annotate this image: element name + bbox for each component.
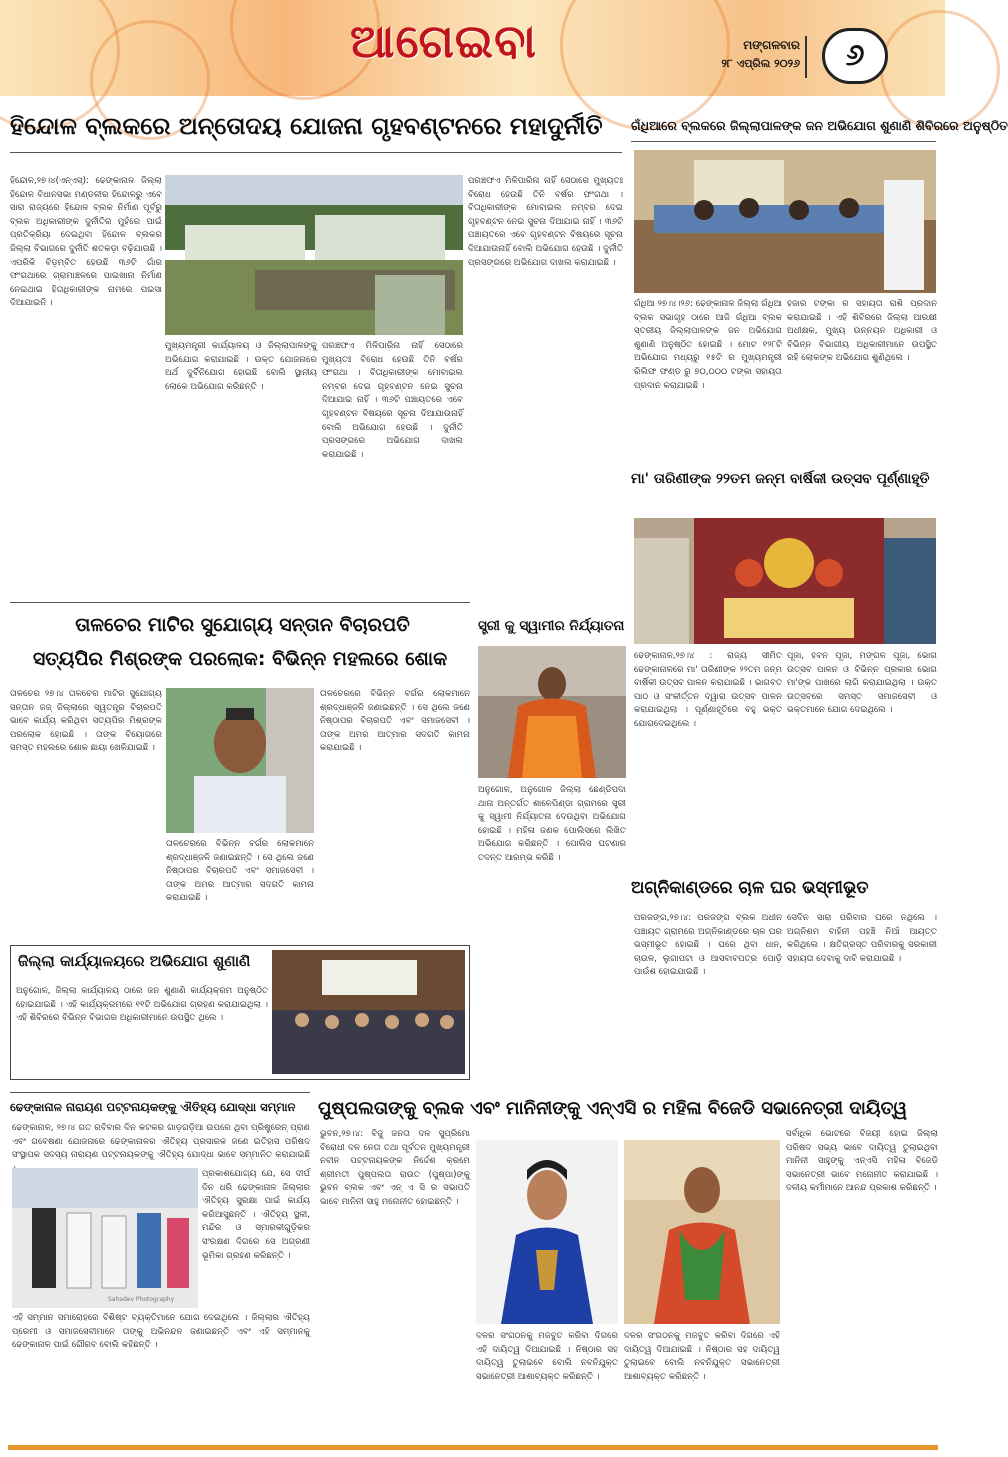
story8-headline: ଢେଙ୍କାନାଳ ନାରାୟଣ ପଟ୍ଟନାୟକଙ୍କୁ ଐତିହ୍ୟ ଯୋଦ୍ଧା ସମ୍ମାନ [10, 1100, 296, 1114]
story7-headline: ଜିଲ୍ଲା କାର୍ଯ୍ୟାଳୟରେ ଅଭିଯୋଗ ଶୁଣାଣି [18, 952, 251, 970]
story1-photo-building [165, 175, 463, 335]
story9-column-1: ଭୁବନ,୨୭।୪: ବିଜୁ ଜନତା ଦଳ ସୁପ୍ରିମୋ ବିରୋଧୀ ଦଳ ନେତା ତଥା ପୂର୍ବତନ ମୁଖ୍ୟମନ୍ତ୍ରୀ ନବୀନ ପଟ୍ଟନାୟକଙ୍କ ନିର୍ଦ୍ଦେଶ କ୍ରମେ ଶ୍ରୀମତୀ ପୁଷ୍ପଲତା ରାଉତ (ପୁଷ୍ପା)ଙ୍କୁ ଭୁବନ ବ୍ଲକ ଏବଂ ଏନ୍ ଏ ସି ର ସଭାପତି ଭାବେ ମାନିନୀ ସାହୁ ମନୋନୀତ ହୋଇଛନ୍ତି । [320, 1129, 470, 1207]
story1-column-1: ହିନ୍ଦୋଳ,୨୭।୪(ଏନ୍‌ଏସ୍‌): ଢେଙ୍କାନାଳ ଜିଲ୍ଲା ହିନ୍ଦୋଳ ବିଧାନସଭା ମଣ୍ଡଳୀର ହିନ୍ଦୋଳରୁ ଏବେ ସାରା ରାଜ୍ୟରେ ହିନ୍ଦୋଳ ବ୍ଲକ ନିର୍ମାଣ ପୂର୍ବରୁ ବ୍ଲକ ଅଧିକାରୀଙ୍କ ଦୁର୍ନୀତିର ମୁହଁରେ ପାଇଁ ପ୍ରତିକ୍ରିୟା ଦେଇଥିବା ହିନ୍ଦୋଳ ବ୍ଲକର ଜିଲ୍ଲା ବିଭାଗରେ ଦୁର୍ନୀତି ଶତକଡ଼ା ବଢ଼ିଯାଉଛି । ଏପରିକି ବିଡ଼ମ୍ବିତ ହେଉଛି ୩୬ଟି ଗାଁର ଫଂଗଥାରେ ଗ୍ରାମାଞ୍ଚଳରେ ପାଇଖାନା ନିର୍ମାଣ ନେଇଥାଇ ହିତାଧିକାରୀଙ୍କ ନାମରେ ପଇସା ଦିଆଯାଇନି । [10, 176, 162, 309]
story2-photo-meeting [634, 150, 936, 293]
masthead-divider [805, 36, 807, 78]
story3-column-2: ପୂଜା, ହବନ ପୂଜା, ମଙ୍ଗଳ ପୂଜା, ଭୋଗ ଉତ୍ସବ ପାଳନ ଓ ବିଭିନ୍ନ ପ୍ରକାର ଭୋଗ ମା'ଙ୍କ ପାଖରେ ଲାଗି କରାଯାଇଥିଲା । ଉକ୍ତ ଉତ୍ସବରେ ସମସ୍ତ ସମାଜସେବୀ ଓ ଭକ୍ତମାନେ ଯୋଗ ଦେଇଥିଲେ । [787, 651, 937, 716]
divider [10, 1092, 310, 1093]
story6-column-1: ପରଜଙ୍ଗ,୨୭।୪: ପରଜଙ୍ଗ ବ୍ଲକ ଅଧୀନ ପଞ୍ଚାୟତ ଗ୍ରାମରେ ଅଗ୍ନିକାଣ୍ଡରେ ଚାଳ ଘର ଭସ୍ମୀଭୂତ ହୋଇଛି । ଘରେ ଥିବା ଧାନ, ଚାଉଳ, ଲୁଗାପଟା ଓ ଆସବାବପତ୍ର ପୋଡ଼ି ପାଉଁଶ ହୋଇଯାଇଛି । [634, 913, 782, 978]
story9-photo-pushpalata [476, 1140, 618, 1324]
story3-photo-temple [634, 518, 936, 644]
story6-column-2: ସେଦିନ ସାରା ପରିବାର ଘରେ ନଥିଲେ । ଅଗ୍ନିଶମ ବାହିନୀ ପହଞ୍ଚି ନିଆଁ ଆୟତ୍ତ କରିଥିଲେ । କ୍ଷତିଗ୍ରସ୍ତ ପରିବାରକୁ ସରକାରୀ ସହାୟତା ଦେବାକୁ ଦାବି କରାଯାଇଛି । [787, 913, 937, 964]
photo-credit: Sahadev Photography [108, 1296, 175, 1303]
story4-headline-line2: ସତ୍ୟପିର ମିଶ୍ରଙ୍କ ପରଲୋକ: ବିଭିନ୍ନ ମହଲରେ ଶୋକ [32, 648, 448, 670]
story4-photo-portrait [166, 688, 314, 833]
story7-photo-hall [272, 950, 465, 1074]
story4-headline-line1: ତାଳଚେର ମାଟିର ସୁଯୋଗ୍ୟ ସନ୍ତାନ ବିଚାରପତି [75, 614, 410, 636]
footer-bar [8, 1445, 938, 1450]
story4-column-3: ତାଳଚେରରେ ବିଭିନ୍ନ ବର୍ଗର ଲୋକମାନେ ଶ୍ରଦ୍ଧାଞ୍ଜଳି ଜଣାଇଛନ୍ତି । ସେ ଥିଲେ ଜଣେ ନିଷ୍ଠାପର ବିଚାରପତି ଏବଂ ସମାଜସେବୀ । ତାଙ୍କ ଅମର ଆତ୍ମାର ସଦଗତି କାମନା କରାଯାଇଛି । [320, 689, 470, 754]
masthead [0, 0, 945, 96]
story9-column-4: ସର୍ବାଧିକ ଭୋଟରେ ବିଜୟୀ ହୋଇ ଜିଲ୍ଲା ପରିଷଦ ସଭ୍ୟ ଭାବେ ଦାୟିତ୍ୱ ତୁଲାଇଥିବା ମାନିନୀ ସାହୁଙ୍କୁ ଏନ୍‌ଏସି ମହିଳା ବିଜେଡି ସଭାନେତ୍ରୀ ଭାବେ ମନୋନୀତ କରାଯାଇଛି । ଦଳୀୟ କର୍ମୀମାନେ ଆନନ୍ଦ ପ୍ରକାଶ କରିଛନ୍ତି । [786, 1129, 938, 1194]
divider [10, 602, 470, 603]
page-number: ୬ [822, 28, 888, 84]
story4-column-1: ତାଳଚେର ୨୭।୪ ତାଳଚେର ମାଟିର ସୁଯୋଗ୍ୟ ସନ୍ତାନ ଜଜ୍‌ ଜିଲ୍ଲାରେ ସ୍ୱତନ୍ତ୍ର ବିଚାରପତି ଭାବେ କାର୍ଯ୍ୟ କରିଥିବା ସତ୍ୟପିର ମିଶ୍ରଙ୍କ ପରଲୋକ ହୋଇଛି । ତାଙ୍କ ବିୟୋଗରେ ସମସ୍ତ ମହଲରେ ଶୋକ ଛାୟା ଖେଳିଯାଇଛି । [10, 689, 162, 754]
story6-headline: ଅଗ୍ନିକାଣ୍ଡରେ ଚାଳ ଘର ଭସ୍ମୀଭୂତ [631, 878, 869, 898]
story2-column-1: ଗଁଧିଆ ୨୭।୪।୨୬: ଢେଙ୍କାନାଳ ଜିଲ୍ଲା ଗଁଧିଆ ବ୍ଲକ ସଭାଗୃହ ଠାରେ ଆଜି ଗଁଧିଆ ବ୍ଲକ ସ୍ତରୀୟ ଜିଲ୍ଲାପାଳଙ୍କ ଜନ ଅଭିଯୋଗ ଶୁଣାଣି ଅନୁଷ୍ଠିତ ହୋଇଛି । ମୋଟ ୧୨୮ଟି ଅଭିଯୋଗ ମଧ୍ୟରୁ ୧୫ଟି ର ମୁଖ୍ୟମନ୍ତ୍ରୀ ରିଲିଫ ଫଣ୍ଡ ରୁ ୭୦,୦୦୦ ଟଙ୍କା ସହାୟତା ପ୍ରଦାନ କରାଯାଇଛି । [634, 299, 782, 391]
story9-column-3: ଦଳର ସଂଗଠନକୁ ମଜବୁତ କରିବା ଦିଗରେ ଏହି ଦାୟିତ୍ୱ ଦିଆଯାଇଛି । ନିଷ୍ଠାର ସହ ଦାୟିତ୍ୱ ତୁଲାଇବେ ବୋଲି ନବନିଯୁକ୍ତ ସଭାନେତ୍ରୀ ଆଶାବ୍ୟକ୍ତ କରିଛନ୍ତି । [624, 1331, 780, 1382]
story9-headline: ପୁଷ୍ପଲତାଙ୍କୁ ବ୍ଲକ ଏବଂ ମାନିନୀଙ୍କୁ ଏନ୍‌ଏସି ର ମହିଳା ବିଜେଡି ସଭାନେତ୍ରୀ ଦାୟିତ୍ୱ [318, 1098, 908, 1119]
divider [10, 152, 622, 153]
issue-date: ୨୮ ଏପ୍ରିଲ ୨୦୨୬ [721, 57, 800, 70]
story1-column-3: ପରଞ୍ଚଫଏ ମିଳିପାରିନା ନାହିଁ ସେଠାରେ ମୁଖ୍ୟତଃ ବିରୋଧ ହେଉଛି ତିନି ବର୍ଷର ଫଂଗଥା । ବିତାଧିକାରୀଙ୍କ ମୋବାଇଲ ନମ୍ବର ଦେଇ ଗୃହବଣ୍ଟନ ନେଇ ସୁଚନା ଦିଆଯାଇ ନାହିଁ । ୩୬ଟି ପଞ୍ଚାୟତରେ ଏବେ ଗୃହବଣ୍ଟନ ବିଷୟରେ ସୂଚନା ଦିଆଯାଉନାହିଁ ବୋଲି ଅଭିଯୋଗ ହେଉଛି । ଦୁର୍ନୀତି ପ୍ରସଙ୍ଗରେ ଅଭିଯୋଗ ଦାଖଲ କରାଯାଇଛି । [322, 341, 463, 460]
story7-text: ଅନୁଗୋଳ, ଜିଲ୍ଲା କାର୍ଯ୍ୟାଳୟ ଠାରେ ଜନ ଶୁଣାଣି କାର୍ଯ୍ୟକ୍ରମ ଅନୁଷ୍ଠିତ ହୋଇଯାଇଛି । ଏହି କାର୍ଯ୍ୟକ୍ରମରେ ୧୧ଟି ଅଭିଯୋଗ ଗ୍ରହଣ କରାଯାଇଥିଲା । ଏହି ଶିବିରରେ ବିଭିନ୍ନ ବିଭାଗର ଅଧିକାରୀମାନେ ଉପସ୍ଥିତ ଥିଲେ । [16, 986, 268, 1024]
story8-intro: ଢେଙ୍କାନାଳ, ୨୭।୪ ଗତ ରବିବାର ଦିନ କଟକର ଗାଡ଼ଗଡ଼ିଆ ଉପରେ ଥିବା ପ୍ରିଷ୍ଟ୍ରେନ୍ ପ୍ରାଣ ଏବଂ ଗବେଷଣା ଯୋଜନାରେ ଢେଙ୍କାନାଳର ଐତିହ୍ୟ ପ୍ରସାରକ ଜଣେ ଇତିହାସ ପରିଷଦ ସଂସ୍ଥାପକ ସଦସ୍ୟ ନାରାୟଣ ପଟ୍ଟନାୟକଙ୍କୁ ଐତିହ୍ୟ ଯୋଦ୍ଧା ଭାବେ ସମ୍ମାନିତ କରାଯାଇଛି [12, 1123, 310, 1161]
story3-column-1: ଢେଙ୍କାନାଳ,୨୭।୪ : ରାଜ୍ୟ ସୀମିତ ଢେଙ୍କାନାଳରେ ମା' ତାରିଣୀଙ୍କ ୨୨ତମ ଜନ୍ମ ବାର୍ଷିକୀ ଉତ୍ସବ ପାଳନ କରାଯାଇଛି । ଭାଗବତ ପାଠ ଓ ସଂକୀର୍ତ୍ତନ ଦ୍ୱାରା ଉତ୍ସବ ପାଳନ କରାଯାଇଥିଲା । ପୂର୍ଣ୍ଣାହୂତିରେ ବହୁ ଭକ୍ତ ଯୋଗଦେଇଥିଲେ । [634, 651, 782, 729]
story8-bottom-text: ଏହି ସମ୍ମାନ ସମାରୋହରେ ବିଶିଷ୍ଟ ବ୍ୟକ୍ତିମାନେ ଯୋଗ ଦେଇଥିଲେ । ଜିଲ୍ଲାର ଐତିହ୍ୟ ପ୍ରେମୀ ଓ ସମାଜସେବୀମାନେ ତାଙ୍କୁ ଅଭିନନ୍ଦନ ଜଣାଇଛନ୍ତି ଏବଂ ଏହି ସମ୍ମାନକୁ ଢେଙ୍କାନାଳ ପାଇଁ ଗୌରବ ବୋଲି କହିଛନ୍ତି । [12, 1313, 310, 1351]
story3-headline: ମା' ତାରିଣୀଙ୍କ ୨୨ତମ ଜନ୍ମ ବାର୍ଷିକୀ ଉତ୍ସବ ପୂର୍ଣ୍ଣାହୂତି [631, 471, 930, 487]
story1-column-4: ପରଞ୍ଚଫଏ ମିଳିପାରିନା ନାହିଁ ସେଠାରେ ମୁଖ୍ୟତଃ ବିରୋଧ ହେଉଛି ତିନି ବର୍ଷର ଫଂଗଥା । ବିତାଧିକାରୀଙ୍କ ମୋବାଇଲ ନମ୍ବର ଦେଇ ଗୃହବଣ୍ଟନ ନେଇ ସୁଚନା ଦିଆଯାଇ ନାହିଁ । ୩୬ଟି ପଞ୍ଚାୟତରେ ଏବେ ଗୃହବଣ୍ଟନ ବିଷୟରେ ସୂଚନା ଦିଆଯାଉନାହିଁ ବୋଲି ଅଭିଯୋଗ ହେଉଛି । ଦୁର୍ନୀତି ପ୍ରସଙ୍ଗରେ ଅଭିଯୋଗ ଦାଖଲ କରାଯାଇଛି । [468, 176, 623, 268]
story8-photo-award [12, 1168, 198, 1308]
story2-column-2: ହଜାର ଟଙ୍କା ର ସହାୟତା ରାଶି ପ୍ରଦାନ କରାଯାଇଛି । ଏହି ଶିବିରରେ ଜିଲ୍ଲା ଆରକ୍ଷୀ ଅଧୀକ୍ଷକ, ମୁଖ୍ୟ ଉନ୍ନୟନ ଅଧିକାରୀ ଓ ବିଭିନ୍ନ ବିଭାଗୀୟ ଅଧିକାରୀମାନେ ଉପସ୍ଥିତ ରହି ଲୋକଙ୍କ ଅଭିଯୋଗ ଶୁଣିଥିଲେ । [787, 299, 937, 364]
story5-headline: ସ୍ତ୍ରୀ କୁ ସ୍ୱାମୀର ନିର୍ଯ୍ୟାତନା [478, 618, 625, 634]
story1-column-2: ମୁଖ୍ୟମନ୍ତ୍ରୀ କାର୍ଯ୍ୟାଳୟ ଓ ଜିଲ୍ଲାପାଳଙ୍କୁ ଅଭିଯୋଗ କରାଯାଇଛି । ଉକ୍ତ ଯୋଜନାରେ ଅର୍ଥ ଦୁର୍ବିନିଯୋଗ ହୋଇଛି ବୋଲି ସ୍ଥାନୀୟ ଲୋକେ ଅଭିଯୋଗ କରିଛନ୍ତି । [165, 341, 317, 392]
divider [631, 141, 936, 142]
story2-headline: ଗଁଧିଆରେ ବ୍ଲକରେ ଜିଲ୍ଲାପାଳଙ୍କ ଜନ ଅଭିଯୋଗ ଶୁଣାଣି ଶିବିରରେ ଅନୁଷ୍ଠିତ [631, 118, 1008, 133]
issue-day: ମଙ୍ଗଳବାର [743, 38, 800, 52]
story9-column-2: ଦଳର ସଂଗଠନକୁ ମଜବୁତ କରିବା ଦିଗରେ ଏହି ଦାୟିତ୍ୱ ଦିଆଯାଇଛି । ନିଷ୍ଠାର ସହ ଦାୟିତ୍ୱ ତୁଲାଇବେ ବୋଲି ନବନିଯୁକ୍ତ ସଭାନେତ୍ରୀ ଆଶାବ୍ୟକ୍ତ କରିଛନ୍ତି । [476, 1331, 618, 1382]
story9-photo-manini [624, 1140, 780, 1324]
story8-column-2: ପ୍ରକାଶଯୋଗ୍ୟ ଯେ, ସେ ଦୀର୍ଘ ଦିନ ଧରି ଢେଙ୍କାନାଳ ଜିଲ୍ଲାର ଐତିହ୍ୟ ସୁରକ୍ଷା ପାଇଁ କାର୍ଯ୍ୟ କରିଆସୁଛନ୍ତି । ଐତିହ୍ୟ ସ୍ଥଳୀ, ମନ୍ଦିର ଓ ସ୍ମାରକୀଗୁଡ଼ିକର ସଂରକ୍ଷଣ ଦିଗରେ ସେ ଅଗ୍ରଣୀ ଭୂମିକା ଗ୍ରହଣ କରିଛନ୍ତି । [202, 1169, 310, 1261]
story5-text: ଅନୁଗୋଳ, ଅନୁଗୋଳ ଜିଲ୍ଲା ଛେଣ୍ଡିପଦା ଥାନା ଅନ୍ତର୍ଗତ ଶାଳେପିଣ୍ଡା ଗ୍ରାମରେ ସ୍ତ୍ରୀ କୁ ସ୍ୱାମୀ ନିର୍ଯ୍ୟାତନା ଦେଉଥିବା ଅଭିଯୋଗ ହୋଇଛି । ମହିଳା ଜଣକ ପୋଲିସରେ ଲିଖିତ ଅଭିଯୋଗ କରିଛନ୍ତି । ପୋଲିସ ଘଟଣାର ତଦନ୍ତ ଆରମ୍ଭ କରିଛି । [478, 785, 626, 863]
story5-photo-woman [478, 646, 626, 778]
story1-headline: ହିନ୍ଦୋଳ ବ୍ଲକରେ ଅନ୍ତୋଦୟ ଯୋଜନା ଗୃହବଣ୍ଟନରେ ମହାଦୁର୍ନୀତି [10, 112, 603, 140]
story4-column-2: ତାଳଚେରରେ ବିଭିନ୍ନ ବର୍ଗର ଲୋକମାନେ ଶ୍ରଦ୍ଧାଞ୍ଜଳି ଜଣାଇଛନ୍ତି । ସେ ଥିଲେ ଜଣେ ନିଷ୍ଠାପର ବିଚାରପତି ଏବଂ ସମାଜସେବୀ । ତାଙ୍କ ଅମର ଆତ୍ମାର ସଦଗତି କାମନା କରାଯାଇଛି । [166, 839, 314, 904]
newspaper-logo: ଆଗେଇବା [350, 14, 538, 68]
